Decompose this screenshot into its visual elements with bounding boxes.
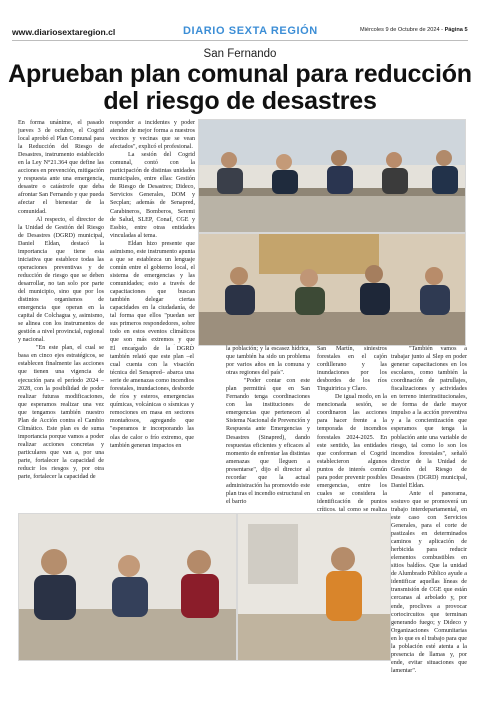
paragraph: De igual modo, en la mencionada sesión, se coordinaron las acciones para hacer frente a la temporada de incendios forestales 2024-2025. En este sentido, las entidades que conforman el Cogrid establecieron algunos puntos de interés común para poder prevenir posibles emergencias, entre los cuales se considera la identificación de puntos críticos, tal como se realiza	[317, 394, 387, 511]
meeting-photo-middle-image	[199, 234, 465, 345]
paragraph: "También vamos a trabajar junto al Slep en poder generar capacitaciones en los escolares, como también la coordinación de patrullajes, fiscalizaciones y actividades en terreno interinstitucionales, de forma de darle mayor impulso a la acción preventiva y a la concientización que esperamos que tenga la población ante una variable de riesgo, tal como lo son los incendios forestales", señaló director de la Unidad de Gestión del Riesgo de Desastres (DGRD) municipal, Daniel Eldan.	[391, 346, 467, 489]
meeting-photo-bottom-right	[237, 513, 391, 661]
meeting-photo-bottom-left-image	[19, 514, 236, 660]
page-number: Página 5	[444, 27, 468, 33]
headline-line-1: Aprueban plan comunal para reducción	[8, 60, 472, 88]
article-headline	[0, 61, 480, 115]
paragraph: Ante el panorama, sostuvo que se promoverá un trabajo interdepartamental, en este caso con Servicios Generales, para el corte de pastizales en determinados caminos y aplicación de herbicida para reducir elementos combustibles en sitios baldíos. Que la unidad de Alumbrado Público ayude a identificar aquellas líneas de transmisión de CGE que están cercanas al arbolado y, por ende, proclives a provocar cortocircuitos que terminan generando fuego; y Dideco y Organizaciones Comunitarias en lo que es el trabajo para que la población esté atenta a la presencia de llamas y, por ende, evitar situaciones que lamentar".	[391, 490, 467, 674]
header-rule	[12, 40, 468, 41]
paragraph: San Martín, siniestros forestales en el cajón cordillerano y las inundaciones por los desbordes de los ríos Tinguiririca y Claro.	[317, 346, 387, 393]
paragraph: El encargado de la DGRD también relató que este plan –el cual cuenta con la visación técnica del Senapred– abarca una serie de amenazas como incendios forestales, inundaciones, desborde de ríos y esteros, emergencias químicas, volcánicas o sísmicas y remociones en masa en sectores montañosos, agregando que "esperamos ir incorporando las olas de calor o frío extremo, que también generan impactos en	[110, 346, 194, 449]
meeting-photo-bottom-left	[18, 513, 237, 661]
meeting-photo-top-image	[199, 120, 465, 232]
site-url: www.diariosextaregion.cl	[12, 27, 116, 37]
meeting-photo-bottom-right-image	[238, 514, 390, 660]
issue-date-text: Miércoles 9 de Octubre de 2024 -	[360, 27, 445, 33]
newspaper-name: DIARIO SEXTA REGIÓN	[183, 25, 318, 37]
meeting-photo-top	[198, 119, 466, 233]
paragraph: la población; y la escasez hídrica, que también ha sido un problema por varios años en la comuna y otras regiones del país".	[226, 346, 310, 377]
paragraph: La sesión del Cogrid comunal, contó con la participación de distintas unidades municipales, entre ellas: Gestión de Riesgo de Desastres; Dideco, Servicios Generales, DOM y Secplan; además de Senapred, Carabineros, Bomberos, Seremi de Salud, SLEP, Conaf, CGE y Essbio, entre otras entidades vinculadas al tema.	[110, 152, 195, 239]
paragraph: responder a incidentes y poder atender de mejor forma a nuestros vecinos y vecinas que se vean afectados", explicó el profesional.	[110, 120, 195, 151]
paragraph: Eldan hizo presente que asimismo, este instrumento apunta a que se establezca un lenguaje común entre el gobierno local, el sistema de emergencias y las comunidades; esto a través de capacitaciones que buscan también delegar ciertas capacidades en la ciudadanía, de tal forma que ellos "puedan ser sus primeros respondedores, sobre todo en estos eventos climáticos que son más extremos y que	[110, 240, 195, 344]
paragraph: En forma unánime, el pasado jueves 3 de octubre, el Cogrid local aprobó el Plan Comunal para la Reducción del Riesgo de Desastres, instrumento establecido en la Ley N°21.364 que define las acciones en prevención, mitigación y respuesta ante una emergencia, desastre o catástrofe que deba afrontar San Fernando y que pueda afectar el bienestar de la comunidad.	[18, 120, 104, 215]
issue-date	[360, 27, 468, 33]
headline-line-2: del riesgo de desastres	[103, 87, 377, 115]
article-column-4	[317, 345, 387, 511]
article-column-5	[391, 345, 467, 677]
article-kicker: San Fernando	[203, 48, 277, 60]
paragraph: "Poder contar con este plan permitirá que en San Fernando tenga coordinaciones con las instituciones de emergencias que pertenecen al Sistema Nacional de Prevención y Respuesta ante Emergencias y Desastres (Sinapred), dando respuestas eficientes y eficaces al momento de enfrentar las distintas amenazas que lleguen a presentarse", dijo el director al recordar que la actual administración ha promovido este plan tras el incendio estructural en el barrio	[226, 378, 310, 505]
paragraph: Al respecto, el director de la Unidad de Gestión del Riesgo de Desastres (DGRD) municipal, Daniel Eldan, destacó la importancia que tiene esta iniciativa que establece todas las operaciones preventivas y de reducción de riesgo que se deben desarrollar, no tan solo por parte del municipio, sino que por los distintos organismos de emergencia que operan en la capital de Colchagua y, asimismo, se alinea con los instrumentos de gestión a nivel provincial, regional y nacional.	[18, 216, 104, 344]
article-column-3	[226, 345, 310, 511]
article-column-2	[110, 119, 195, 345]
meeting-photo-middle	[198, 233, 466, 346]
article-column-2-continued	[110, 345, 194, 511]
paragraph: "En este plan, el cual se basa en cinco ejes estratégicos, se establecen finalmente las acciones que tienen una vigencia de ejecución para el período 2024 – 2028, con la posibilidad de poder realizar futuras modificaciones, que esperamos realizar una vez que tengamos también nuestro Plan de Acción contra el Cambio Climático. Este plan es de suma importancia porque vamos a poder realizar acciones concretas y particulares que van a, por una parte, fortalecer la capacidad de reducir los riesgos y, por otra parte, fortalecer la capacidad de	[18, 345, 104, 481]
